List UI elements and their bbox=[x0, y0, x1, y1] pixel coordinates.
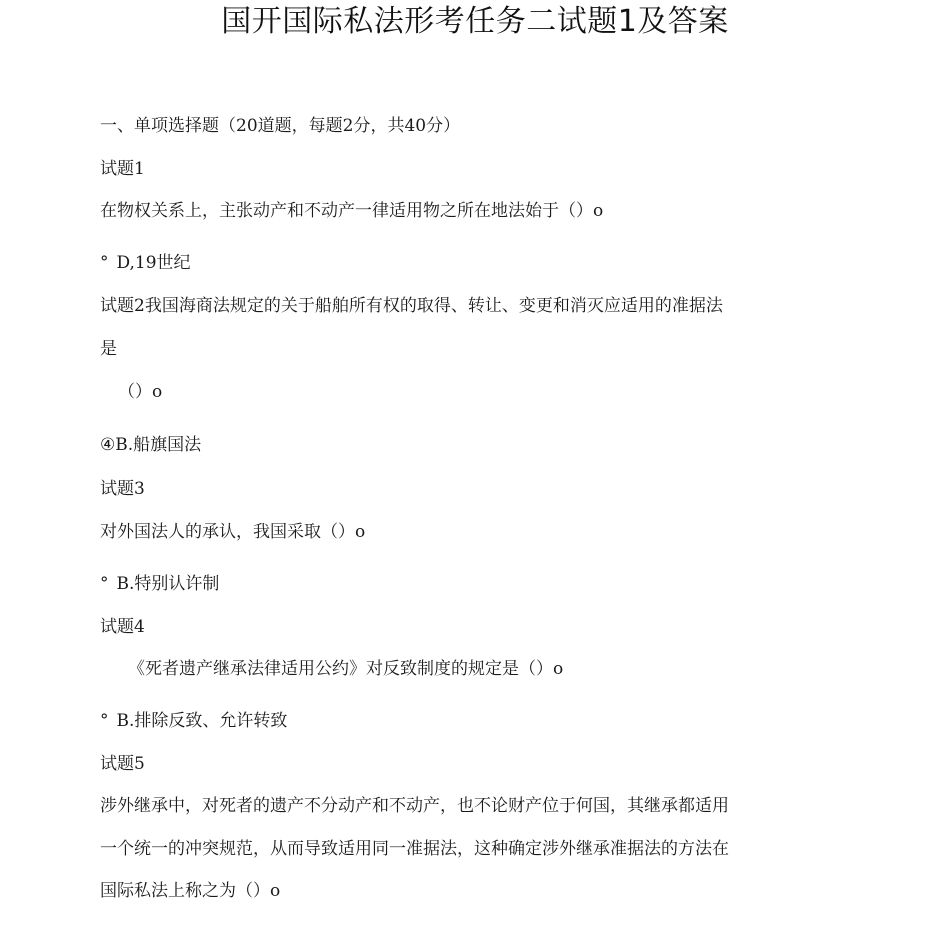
question-3-text: 对外国法人的承认，我国采取（）o bbox=[100, 522, 366, 542]
question-2-text-line1: 我国海商法规定的关于船舶所有权的取得、转让、变更和消灭应适用的准据法 bbox=[144, 296, 723, 316]
question-5-number: 试题5 bbox=[100, 754, 145, 774]
question-4-answer-line bbox=[100, 709, 287, 733]
question-3-answer: B.特别认许制 bbox=[116, 574, 220, 594]
question-1-number: 试题1 bbox=[100, 159, 145, 179]
question-1-answer: D,19世纪 bbox=[116, 253, 191, 273]
question-5-text-line2: 一个统一的冲突规范，从而导致适用同一准据法，这种确定涉外继承准据法的方法在 bbox=[100, 839, 729, 859]
answer-marker-icon: ° bbox=[100, 574, 109, 594]
question-3-number: 试题3 bbox=[100, 479, 145, 499]
question-1-answer-line bbox=[100, 251, 191, 275]
section-heading: 一、单项选择题（20道题，每题2分，共40分） bbox=[100, 116, 461, 136]
question-2-answer-line bbox=[100, 433, 201, 457]
question-2-text-line2: 是 bbox=[100, 339, 117, 359]
question-2-text-line3: （）o bbox=[118, 382, 163, 402]
question-2-first-line bbox=[100, 294, 723, 318]
question-5-text-line3: 国际私法上称之为（）o bbox=[100, 881, 281, 901]
question-2-number: 试题2 bbox=[100, 296, 145, 316]
question-1-text: 在物权关系上，主张动产和不动产一律适用物之所在地法始于（）o bbox=[100, 201, 604, 221]
question-2-answer: B.船旗国法 bbox=[115, 435, 202, 455]
answer-marker-icon: ° bbox=[100, 253, 109, 273]
document-title: 国开国际私法形考任务二试题1及答案 bbox=[221, 4, 729, 39]
question-4-answer: B.排除反致、允许转致 bbox=[116, 711, 288, 731]
question-4-text: 《死者遗产继承法律适用公约》对反致制度的规定是（）o bbox=[128, 659, 564, 679]
selected-answer-icon: ④ bbox=[100, 435, 116, 455]
question-3-answer-line bbox=[100, 572, 219, 596]
question-4-number: 试题4 bbox=[100, 617, 145, 637]
answer-marker-icon: ° bbox=[100, 711, 109, 731]
question-5-text-line1: 涉外继承中，对死者的遗产不分动产和不动产，也不论财产位于何国，其继承都适用 bbox=[100, 796, 729, 816]
